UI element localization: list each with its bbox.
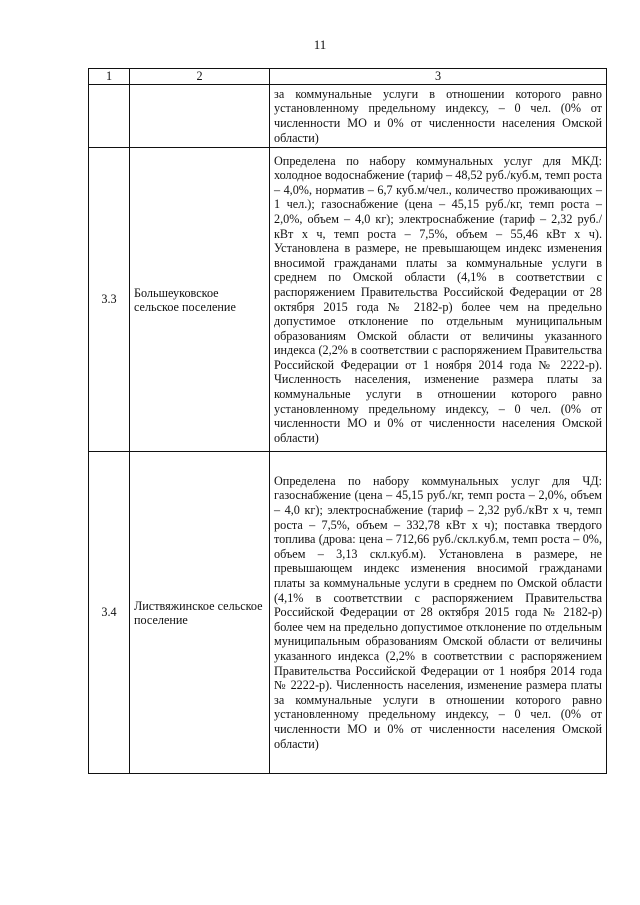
table-row [89, 148, 607, 452]
row-number-cell: 3.4 [89, 452, 130, 774]
header-cell-1: 1 [89, 69, 130, 85]
page-number: 11 [313, 37, 327, 52]
description-cell: за коммунальные услуги в отношении которого равно установленному предельному индексу, – 0 чел. (0% от численности МО и 0% от численности населения Омской области) [270, 85, 607, 148]
header-cell-3: 3 [270, 69, 607, 85]
tariff-table [88, 68, 607, 774]
description-cell: Определена по набору коммунальных услуг для МКД: холодное водоснабжение (тариф – 48,52 руб./куб.м, темп роста – 4,0%, норматив – 6,7 куб.м/чел., количество проживающих – 1 чел.); газоснабжение (цена – 45,15 руб./кг, темп роста – 2,0%, объем – 4,0 кг); электроснабжение (тариф – 2,32 руб./кВт х ч, темп роста – 7,5%, объем – 55,46 кВт х ч). Установлена в размере, не превышающем индекс изменения вносимой гражданами платы за коммунальные услуги в среднем по Омской области (4,1% в соответствии с распоряжением Правительства Российской Федерации от 28 октября 2015 года № 2182-р) более чем на предельно допустимое отклонение по отдельным муниципальным образованиям Омской области от величины указанного индекса (2,2% в соответствии с распоряжением Правительства Российской Федерации от 1 ноября 2014 года № 2222-р). Численность населения, изменение размера платы за коммунальные услуги в отношении которого равно установленному предельному индексу, – 0 чел. (0% от численности МО и 0% от численности населения Омской области) [270, 148, 607, 452]
settlement-name-cell: Листвяжинское сельское поселение [130, 452, 270, 774]
table-header-row [89, 69, 607, 85]
table-row [89, 452, 607, 774]
row-number-cell: 3.3 [89, 148, 130, 452]
row-number-cell [89, 85, 130, 148]
table-row [89, 85, 607, 148]
settlement-name-cell: Большеуковское сельское поселение [130, 148, 270, 452]
description-cell: Определена по набору коммунальных услуг для ЧД: газоснабжение (цена – 45,15 руб./кг, темп роста – 2,0%, объем – 4,0 кг); электроснабжение (тариф – 2,32 руб./кВт х ч, темп роста – 7,5%, объем – 332,78 кВт х ч); поставка твердого топлива (дрова: цена – 712,66 руб./скл.куб.м, темп роста – 0%, объем – 3,13 скл.куб.м). Установлена в размере, не превышающем индекс изменения вносимой гражданами платы за коммунальные услуги в среднем по Омской области (4,1% в соответствии с распоряжением Правительства Российской Федерации от 28 октября 2015 года № 2182-р) более чем на предельно допустимое отклонение по отдельным муниципальным образованиям Омской области от величины указанного индекса (2,2% в соответствии с распоряжением Правительства Российской Федерации от 1 ноября 2014 года № 2222-р). Численность населения, изменение размера платы за коммунальные услуги в отношении которого равно установленному предельному индексу, – 0 чел. (0% от численности МО и 0% от численности населения Омской области) [270, 452, 607, 774]
header-cell-2: 2 [130, 69, 270, 85]
settlement-name-cell [130, 85, 270, 148]
